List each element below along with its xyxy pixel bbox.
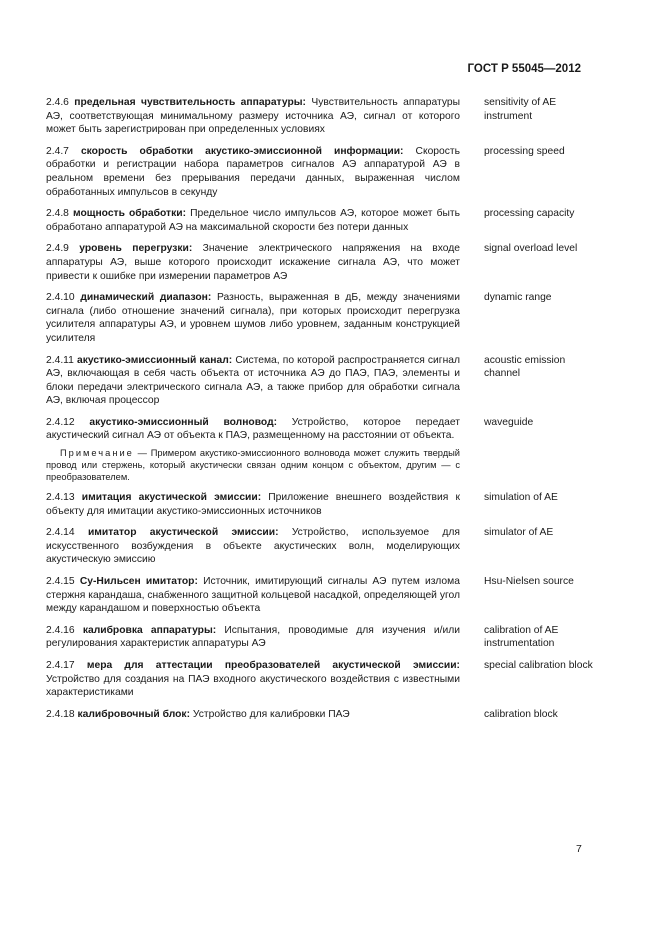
term-entry <box>46 96 586 137</box>
term-number: 2.4.13 <box>46 492 75 504</box>
english-equivalent: simulator of AE <box>484 527 554 539</box>
english-equivalent: acoustic emission channel <box>484 354 566 380</box>
term-name: имитация акустической эмиссии: <box>81 492 262 504</box>
term-note <box>46 447 460 483</box>
term-text: Чувствительность аппаратуры АЭ, соответствующая минимальному размеру источника АЭ, сигнал от которого может быть зарегистрирован при определенных условиях <box>46 97 460 136</box>
term-definition <box>46 96 460 137</box>
term-number: 2.4.18 <box>46 708 75 720</box>
term-text: Предельное число импульсов АЭ, которое может быть обработано аппаратурой АЭ на максимальной скорости без потери данных <box>46 208 460 233</box>
term-number: 2.4.7 <box>46 145 69 157</box>
term-number: 2.4.11 <box>46 354 74 366</box>
term-name: мощность обработки: <box>72 208 187 220</box>
term-definition <box>46 291 460 345</box>
english-equivalent: processing speed <box>484 145 565 157</box>
term-name: акустико-эмиссионный волновод: <box>89 416 278 428</box>
term-entry <box>46 708 586 722</box>
term-definition <box>46 526 460 567</box>
english-equivalent: signal overload level <box>484 243 578 255</box>
english-equivalent: calibration block <box>484 708 558 720</box>
term-definition <box>46 575 460 616</box>
term-text: Устройство для создания на ПАЭ входного акустического воздействия с известными характеристиками <box>46 673 460 699</box>
term-name: калибровочный блок: <box>77 708 190 720</box>
note-text: — Примером акустико-эмиссионного волновода может служить твердый провод или стержень, который акустически связан одним концом с объектом, другим — с преобразователем. <box>46 448 460 483</box>
term-entry <box>46 624 586 651</box>
term-number: 2.4.9 <box>46 243 69 255</box>
term-name: предельная чувствительность аппаратуры: <box>74 97 306 108</box>
term-entry <box>46 416 586 483</box>
term-definition <box>46 491 460 518</box>
term-name: Су-Нильсен имитатор: <box>79 576 198 588</box>
term-definition <box>46 207 460 234</box>
term-text: Скорость обработки и регистрации набора параметров сигналов АЭ аппаратурой АЭ в реальном времени без прерывания передачи данных, выраженная числом обработанных импульсов в секунду <box>46 145 460 198</box>
term-name: имитатор акустической эмиссии: <box>87 527 279 539</box>
english-equivalent: sensitivity of AE instrument <box>484 97 557 122</box>
term-name: динамический диапазон: <box>80 292 212 304</box>
english-equivalent: calibration of AE instrumentation <box>484 624 559 650</box>
term-list <box>46 96 593 729</box>
term-definition <box>46 354 460 408</box>
term-entry <box>46 354 586 408</box>
term-definition <box>46 145 460 199</box>
term-definition <box>46 416 460 443</box>
term-text: Приложение внешнего воздействия к объекту для имитации акустико-эмиссионных источников <box>46 492 460 517</box>
term-entry <box>46 659 593 700</box>
term-entry <box>46 526 586 567</box>
term-text: Устройство, используемое для искусственного возбуждения в объекте акустических волн, моделирующих акустическую эмиссию <box>46 527 460 566</box>
english-equivalent: Hsu-Nielsen source <box>484 576 574 588</box>
term-text: Система, по которой распространяется сигнал АЭ, включающая в себя часть объекта от источника АЭ до ПАЭ, ПАЭ, элементы и блоки передачи электрического сигнала АЭ, а также прибор для обработки сигнала АЭ, включая процессор <box>46 354 460 407</box>
term-definition <box>46 708 460 722</box>
term-number: 2.4.16 <box>46 624 75 636</box>
term-entry <box>46 242 586 283</box>
term-entry <box>46 291 586 345</box>
english-equivalent: processing capacity <box>484 208 575 220</box>
term-text: Устройство для калибровки ПАЭ <box>192 708 350 720</box>
english-equivalent: simulation of AE <box>484 492 558 504</box>
term-text: Испытания, проводимые для изучения и/или регулирования характеристик аппаратуры АЭ <box>46 624 460 650</box>
term-number: 2.4.15 <box>46 576 75 588</box>
term-text: Устройство, которое передает акустический сигнал АЭ от объекта к ПАЭ, размещенному на расстоянии от объекта. <box>46 416 460 442</box>
term-number: 2.4.12 <box>46 416 75 428</box>
term-name: акустико-эмиссионный канал: <box>76 354 233 366</box>
term-number: 2.4.17 <box>46 660 75 671</box>
term-number: 2.4.10 <box>46 292 75 304</box>
term-entry <box>46 145 586 199</box>
term-text: Разность, выраженная в дБ, между значениями сигнала (либо отношение значений сигнала), при которых происходит перегрузка усилителя аппаратуры АЭ, и уровнем шумов либо уровнем, заданным конструкцией усилителя <box>46 292 460 344</box>
term-entry <box>46 575 586 616</box>
term-entry <box>46 207 586 234</box>
term-text: Значение электрического напряжения на входе аппаратуры АЭ, выше которого происходит искажение сигнала АЭ, что может привести к ошибке при измерении параметров АЭ <box>46 243 460 282</box>
term-text: Источник, имитирующий сигналы АЭ путем излома стержня карандаша, снабженного защитной кольцевой насадкой, определяющей угол между карандашом и поверхностью объекта <box>46 576 460 615</box>
english-equivalent: dynamic range <box>484 292 552 304</box>
term-name: калибровка аппаратуры: <box>82 624 217 636</box>
term-entry <box>46 491 586 518</box>
english-equivalent: special calibration block <box>484 660 593 671</box>
page-number: 7 <box>576 843 582 855</box>
english-equivalent: waveguide <box>484 416 534 428</box>
term-definition <box>46 242 460 283</box>
term-number: 2.4.14 <box>46 527 75 539</box>
term-number: 2.4.8 <box>46 208 69 220</box>
term-definition <box>46 659 460 700</box>
term-number: 2.4.6 <box>46 97 69 108</box>
term-name: мера для аттестации преобразователей акустической эмиссии: <box>86 660 460 671</box>
term-name: скорость обработки акустико-эмиссионной информации: <box>80 145 404 157</box>
term-definition <box>46 624 460 651</box>
document-id: ГОСТ Р 55045—2012 <box>467 63 581 75</box>
term-name: уровень перегрузки: <box>79 243 193 255</box>
note-label: Примечание <box>60 448 134 459</box>
